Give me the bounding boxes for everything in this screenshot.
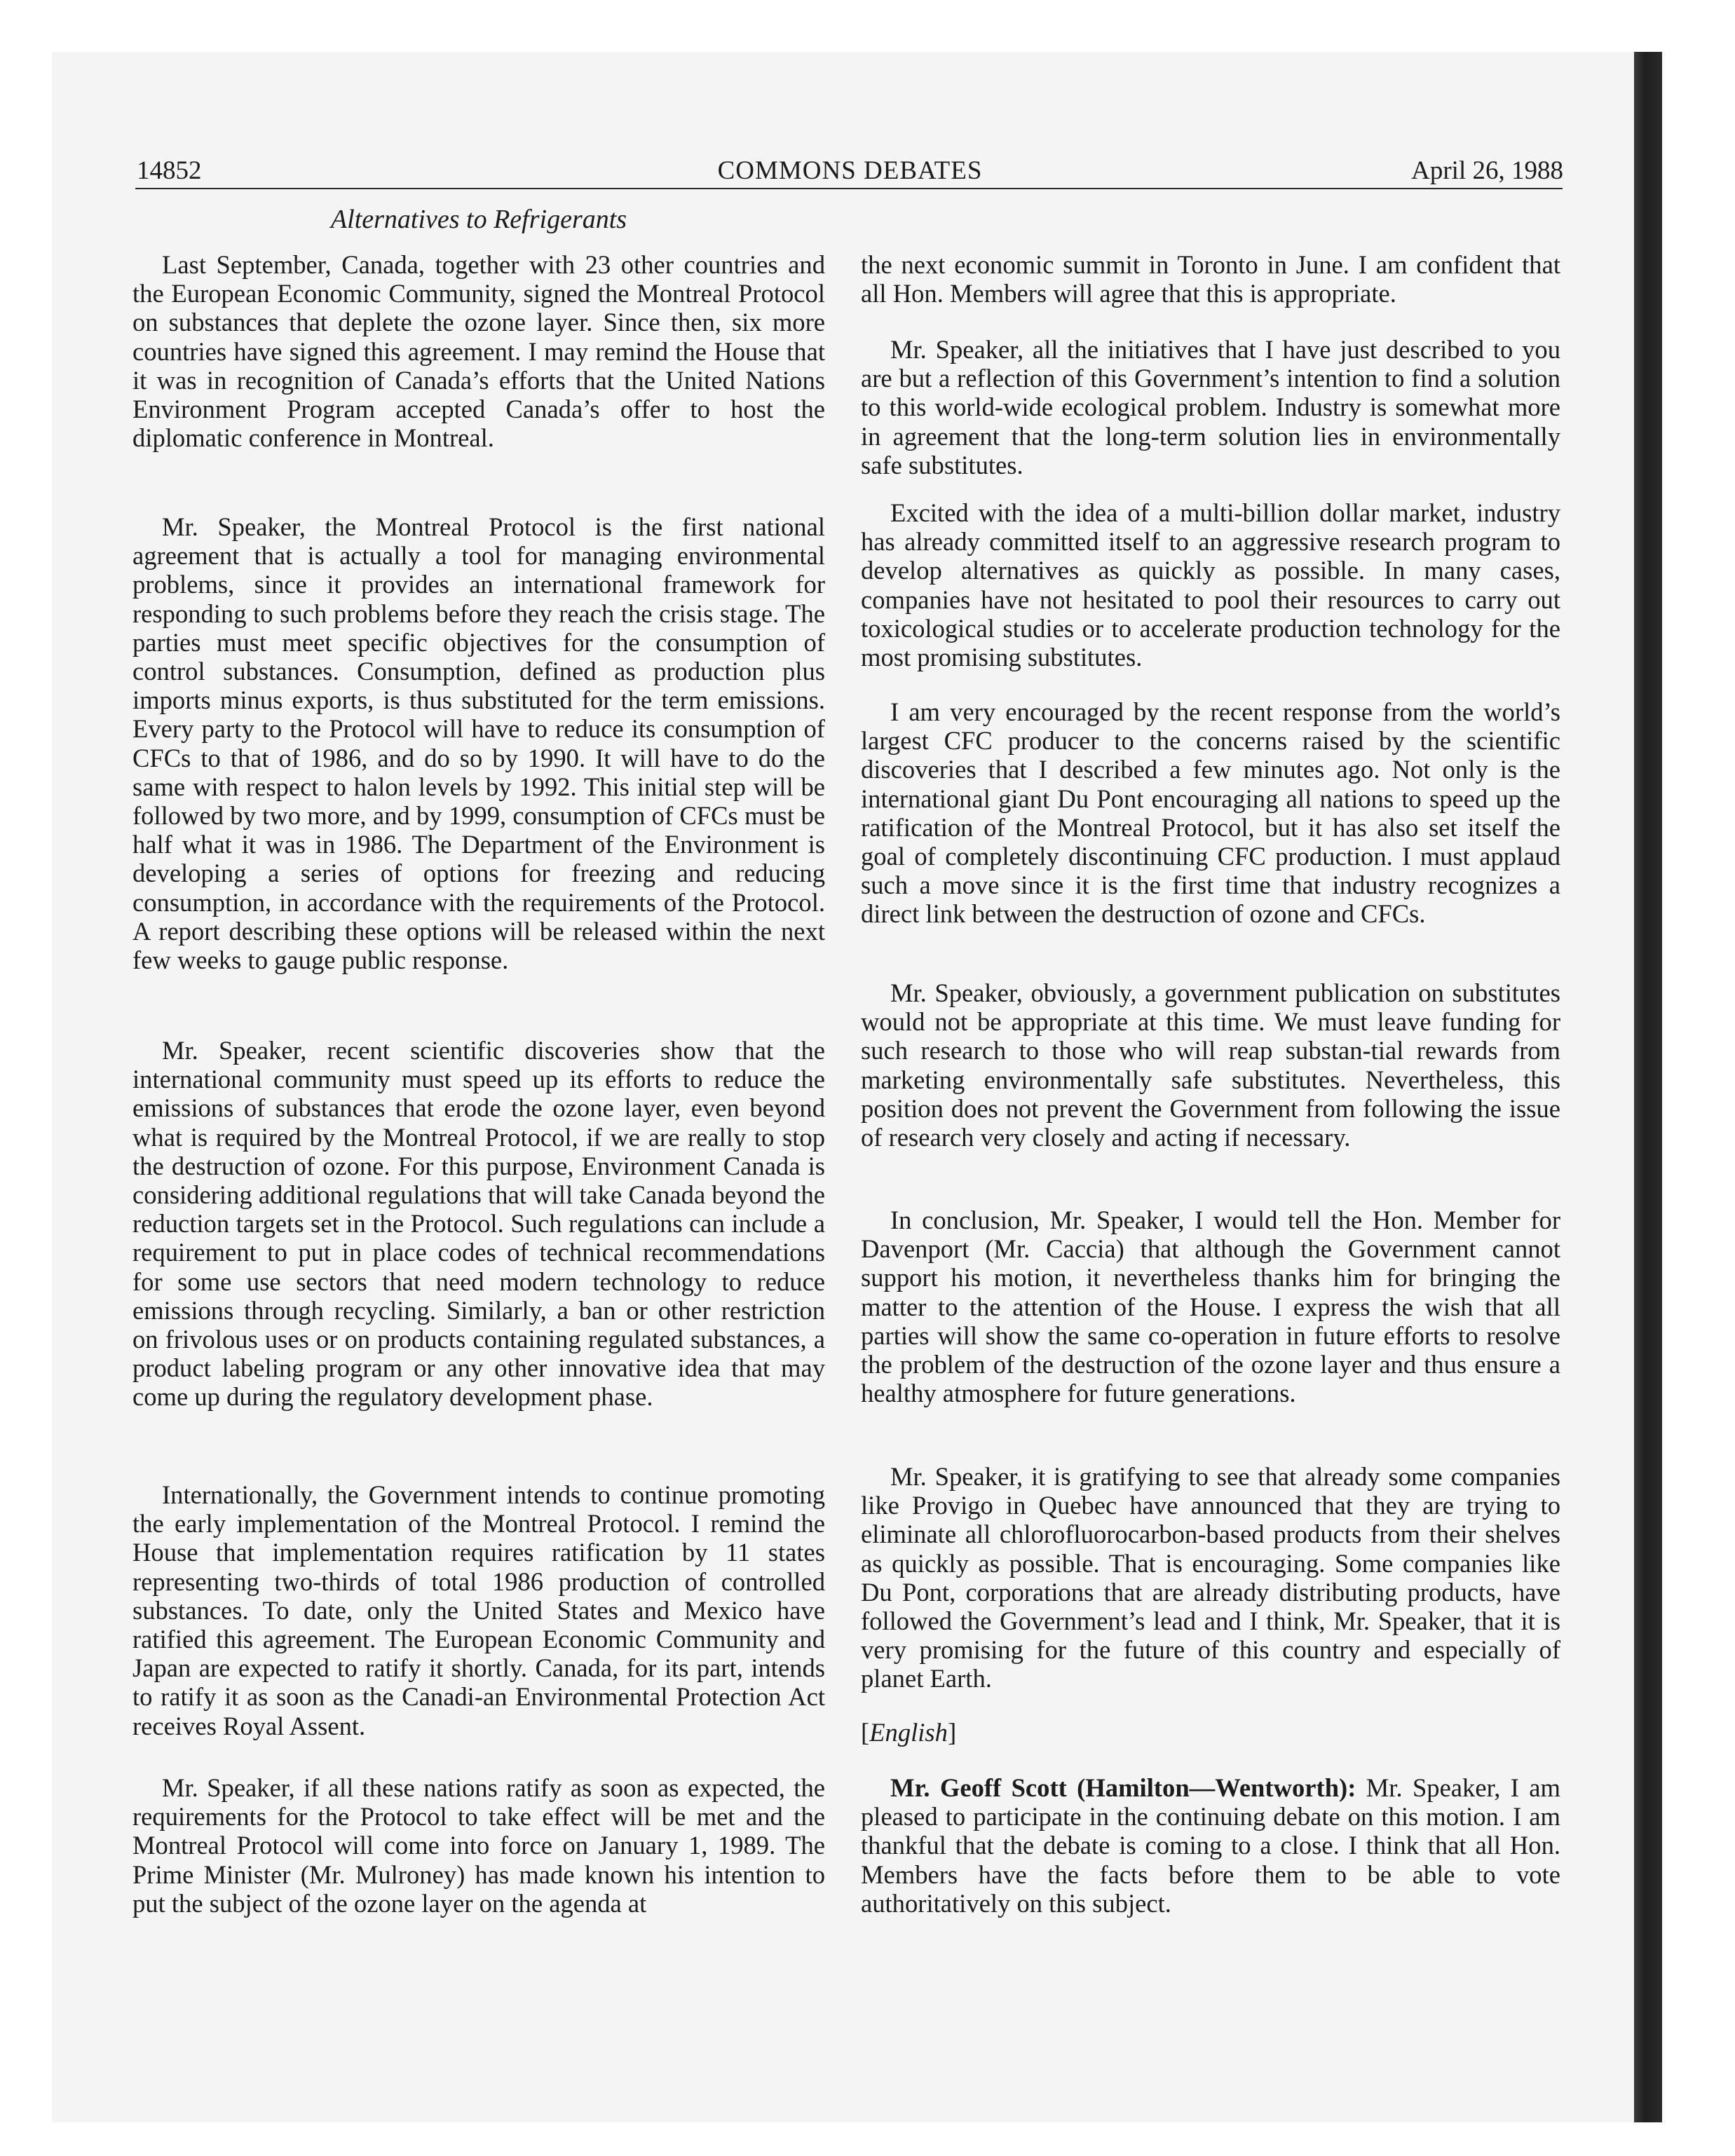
paragraph: Mr. Speaker, recent scientific discoveries show that the international community must speed up its efforts to reduce the emissions of substances that erode the ozone layer, even beyond what is required by the Montreal Protocol, if we are really to stop the destruction of ozone. For this purpose, Environment Canada is considering additional regulations that will take Canada beyond the reduction targets set in the Protocol. Such regulations can include a requirement to put in place codes of technical recommendations for some use sectors that need modern technology to reduce emissions through recycling. Similarly, a ban or other restriction on frivolous uses or on products containing regulated substances, a product labeling program or any other innovative idea that may come up during the regulatory development phase.	[132, 1036, 825, 1412]
paragraph: Mr. Speaker, all the initiatives that I have just described to you are but a reflection of this Government’s intention to find a solution to this world-wide ecological problem. Industry is somewhat more in agreement that the long-term solution lies in environmentally safe substitutes.	[861, 335, 1560, 479]
paragraph: In conclusion, Mr. Speaker, I would tell the Hon. Member for Davenport (Mr. Caccia) that although the Government cannot support his motion, it nevertheless thanks him for bringing the matter to the attention of the House. I express the wish that all parties will show the same co-operation in future efforts to resolve the problem of the destruction of the ozone layer and thus ensure a healthy atmosphere for future generations.	[861, 1206, 1560, 1408]
header-date: April 26, 1988	[1411, 156, 1563, 185]
scan-edge-shadow	[1634, 52, 1662, 2122]
language-tag-text: English	[869, 1718, 948, 1747]
speaker-name: Mr. Geoff Scott (Hamilton—Wentworth):	[890, 1773, 1356, 1802]
paragraph: Mr. Speaker, the Montreal Protocol is the first national agreement that is actually a tool for managing environmental problems, since it provides an international framework for responding to such problems before they reach the crisis stage. The parties must meet specific objectives for the consumption of control substances. Consumption, defined as production plus imports minus exports, is thus substituted for the term emissions. Every party to the Protocol will have to reduce its consumption of CFCs to that of 1986, and do so by 1990. It will have to do the same with respect to halon levels by 1992. This initial step will be followed by two more, and by 1999, consumption of CFCs must be half what it was in 1986. The Department of the Environment is developing a series of options for freezing and reducing consumption, in accordance with the requirements of the Protocol. A report describing these options will be released within the next few weeks to gauge public response.	[132, 512, 825, 975]
page-header	[137, 156, 1563, 186]
paragraph: Mr. Speaker, it is gratifying to see that already some companies like Provigo in Quebec have announced that they are trying to eliminate all chlorofluorocarbon-based products from their shelves as quickly as possible. That is encouraging. Some companies like Du Pont, corporations that are already distributing products, have followed the Government’s lead and I think, Mr. Speaker, that it is very promising for the future of this country and especially of planet Earth.	[861, 1462, 1560, 1693]
running-title: COMMONS DEBATES	[717, 156, 983, 185]
paragraph: Excited with the idea of a multi-billion dollar market, industry has already committed itself to an aggressive research program to develop alternatives as quickly as possible. In many cases, companies have not hesitated to pool their resources to carry out toxicological studies or to accelerate production technology for the most promising substitutes.	[861, 498, 1560, 672]
language-tag: [English]	[861, 1718, 957, 1747]
header-rule	[135, 188, 1563, 189]
paragraph: Internationally, the Government intends to continue promoting the early implementation of the Montreal Protocol. I remind the House that implementation requires ratification by 11 states representing two-thirds of total 1986 production of controlled substances. To date, only the United States and Mexico have ratified this agreement. The European Economic Community and Japan are expected to ratify it shortly. Canada, for its part, intends to ratify it as soon as the Canadi-an Environmental Protection Act receives Royal Assent.	[132, 1480, 825, 1740]
page-number: 14852	[137, 156, 202, 185]
paragraph: I am very encouraged by the recent response from the world’s largest CFC producer to the concerns raised by the scientific discoveries that I described a few minutes ago. Not only is the international giant Du Pont encouraging all nations to speed up the ratification of the Montreal Protocol, but it has also set itself the goal of completely discontinuing CFC production. I must applaud such a move since it is the first time that industry recognizes a direct link between the destruction of ozone and CFCs.	[861, 697, 1560, 929]
paragraph: Last September, Canada, together with 23 other countries and the European Economic Community, signed the Montreal Protocol on substances that deplete the ozone layer. Since then, six more countries have signed this agreement. I may remind the House that it was in recognition of Canada’s efforts that the United Nations Environment Program accepted Canada’s offer to host the diplomatic conference in Montreal.	[132, 250, 825, 453]
section-heading: Alternatives to Refrigerants	[330, 205, 627, 234]
speaker-text: Mr. Speaker, I am pleased to participate in the continuing debate on this motion. I am thankful that the debate is coming to a close. I think that all Hon. Members have the facts before them to be able to vote authoritatively on this subject.	[861, 1773, 1560, 1918]
paragraph: Mr. Speaker, if all these nations ratify as soon as expected, the requirements for the Protocol to take effect will be met and the Montreal Protocol will come into force on January 1, 1989. The Prime Minister (Mr. Mulroney) has made known his intention to put the subject of the ozone layer on the agenda at	[132, 1773, 825, 1918]
paragraph-continuation: the next economic summit in Toronto in June. I am confident that all Hon. Members will agree that this is appropriate.	[861, 250, 1560, 308]
paragraph: Mr. Speaker, obviously, a government publication on substitutes would not be appropriate at this time. We must leave funding for such research to those who will reap substan-tial rewards from marketing environmentally safe substitutes. Nevertheless, this position does not prevent the Government from following the issue of research very closely and acting if necessary.	[861, 978, 1560, 1152]
speaker-paragraph	[861, 1773, 1560, 1918]
